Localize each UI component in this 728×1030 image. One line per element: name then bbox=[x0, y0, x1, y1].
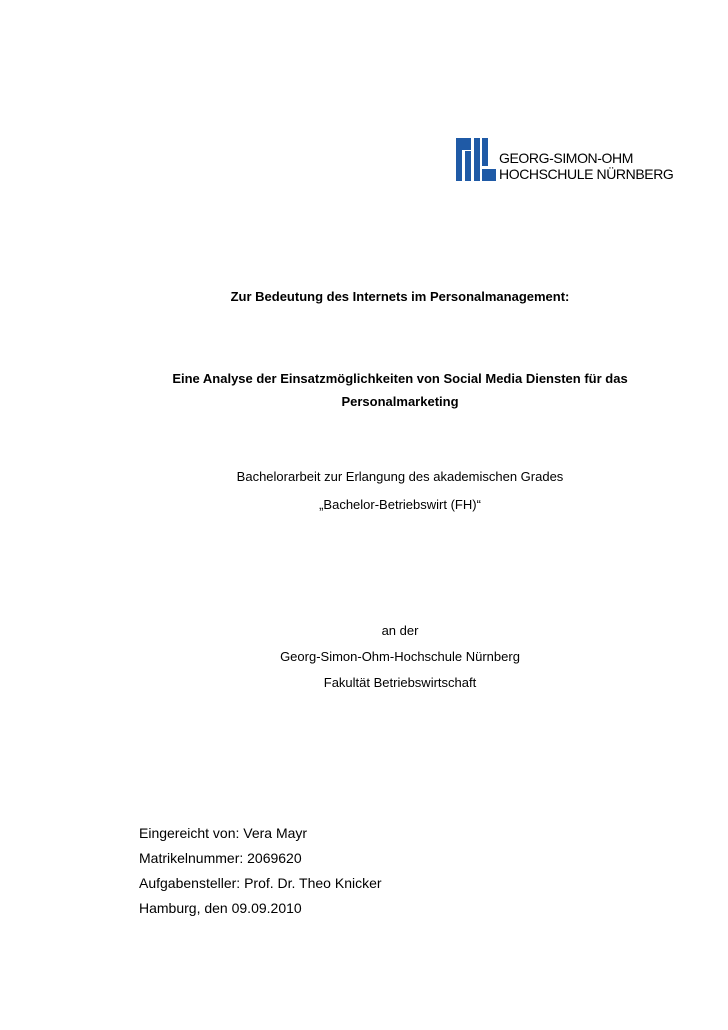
thesis-heading: Zur Bedeutung des Internets im Personalmanagement: bbox=[230, 289, 570, 304]
subtitle-line-1: Eine Analyse der Einsatzmöglichkeiten von Social Media Diensten für das bbox=[172, 371, 628, 386]
degree-line-1: Bachelorarbeit zur Erlangung des akademischen Grades bbox=[236, 469, 564, 484]
thesis-subtitle bbox=[0, 367, 728, 413]
subtitle-line-2: Personalmarketing bbox=[341, 394, 459, 409]
institution-block bbox=[0, 618, 728, 696]
degree-line-2: „Bachelor-Betriebswirt (FH)“ bbox=[319, 497, 481, 512]
university-logo bbox=[456, 138, 674, 182]
institution-line-3: Fakultät Betriebswirtschaft bbox=[323, 675, 477, 690]
institution-line-2: Georg-Simon-Ohm-Hochschule Nürnberg bbox=[280, 649, 520, 664]
matriculation-number: Matrikelnummer: 2069620 bbox=[139, 850, 302, 866]
logo-line-1: GEORG-SIMON-OHM bbox=[499, 150, 633, 166]
logo-wordmark bbox=[499, 150, 673, 182]
logo-line-2: HOCHSCHULE NÜRNBERG bbox=[499, 166, 674, 182]
supervisor: Aufgabensteller: Prof. Dr. Theo Knicker bbox=[139, 875, 382, 891]
place-date: Hamburg, den 09.09.2010 bbox=[139, 900, 302, 916]
submitted-by: Eingereicht von: Vera Mayr bbox=[139, 825, 308, 841]
submission-details bbox=[139, 821, 382, 921]
degree-statement bbox=[0, 463, 728, 519]
hochschule-logo-mark-icon bbox=[456, 138, 496, 181]
institution-line-1: an der bbox=[381, 623, 419, 638]
